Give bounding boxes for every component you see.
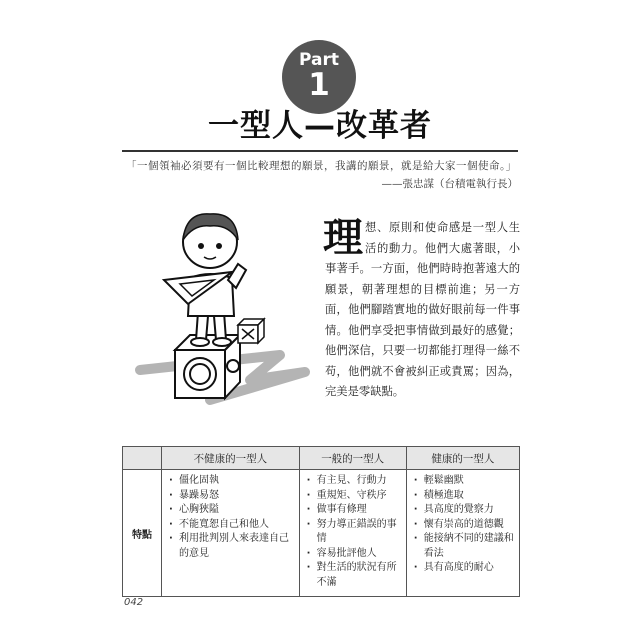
list-item: · 輕鬆幽默: [413, 474, 515, 489]
row-label: 特點: [123, 470, 162, 597]
part-number: 1: [308, 67, 330, 103]
list-item: · 利用批判別人來表達自己的意見: [168, 532, 295, 561]
list-item: · 暴躁易怒: [168, 489, 295, 504]
list-item: · 具高度的覺察力: [413, 503, 515, 518]
drop-cap: 理: [323, 214, 363, 261]
list-item: · 不能寬恕自己和他人: [168, 518, 295, 533]
list-item: · 做事有條理: [306, 503, 402, 518]
table-header-row: [123, 447, 520, 470]
table-corner-cell: [123, 447, 162, 470]
list-item: · 容易批評他人: [306, 547, 402, 562]
list-item: · 僵化固執: [168, 474, 295, 489]
body-text: 想、原則和使命感是一型人生活的動力。他們大處著眼，小事著手。一方面，他們時時抱著遠大的願景，朝著理想的目標前進；另一方面，他們腳踏實地的做好眼前每一件事情。他們享受把事情做到最好的感覺；他們深信，只要一切都能打理得一絲不苟，他們就不會被糾正或責罵；因為，完美是零缺點。: [325, 221, 520, 398]
character-illustration: [130, 200, 320, 410]
list-item: · 積極進取: [413, 489, 515, 504]
page-number: 042: [124, 597, 144, 608]
title-divider: [122, 150, 518, 152]
body-paragraph: [323, 214, 520, 403]
list-item: · 懷有崇高的道德觀: [413, 518, 515, 533]
traits-table: [122, 446, 520, 597]
list-item: · 具有高度的耐心: [413, 561, 515, 576]
list-item: · 對生活的狀況有所不滿: [306, 561, 402, 590]
chapter-title: 一型人—改革者: [208, 108, 432, 144]
quote-text: 「一個領袖必須要有一個比較理想的願景，我講的願景，就是給大家一個使命。」: [126, 160, 517, 172]
list-item: · 能接納不同的建議和看法: [413, 532, 515, 561]
column-header-unhealthy: 不健康的一型人: [162, 447, 300, 470]
list-item: · 重規矩、守秩序: [306, 489, 402, 504]
list-item: · 努力導正錯誤的事情: [306, 518, 402, 547]
healthy-traits-cell: [406, 470, 519, 597]
average-traits-cell: [299, 470, 406, 597]
unhealthy-traits-cell: [162, 470, 300, 597]
quote-attribution: ——張忠謀（台積電執行長）: [381, 178, 518, 190]
list-item: · 心胸狹隘: [168, 503, 295, 518]
list-item: · 有主見、行動力: [306, 474, 402, 489]
part-label: Part: [299, 50, 339, 70]
column-header-average: 一般的一型人: [299, 447, 406, 470]
table-row: [123, 470, 520, 597]
column-header-healthy: 健康的一型人: [406, 447, 519, 470]
